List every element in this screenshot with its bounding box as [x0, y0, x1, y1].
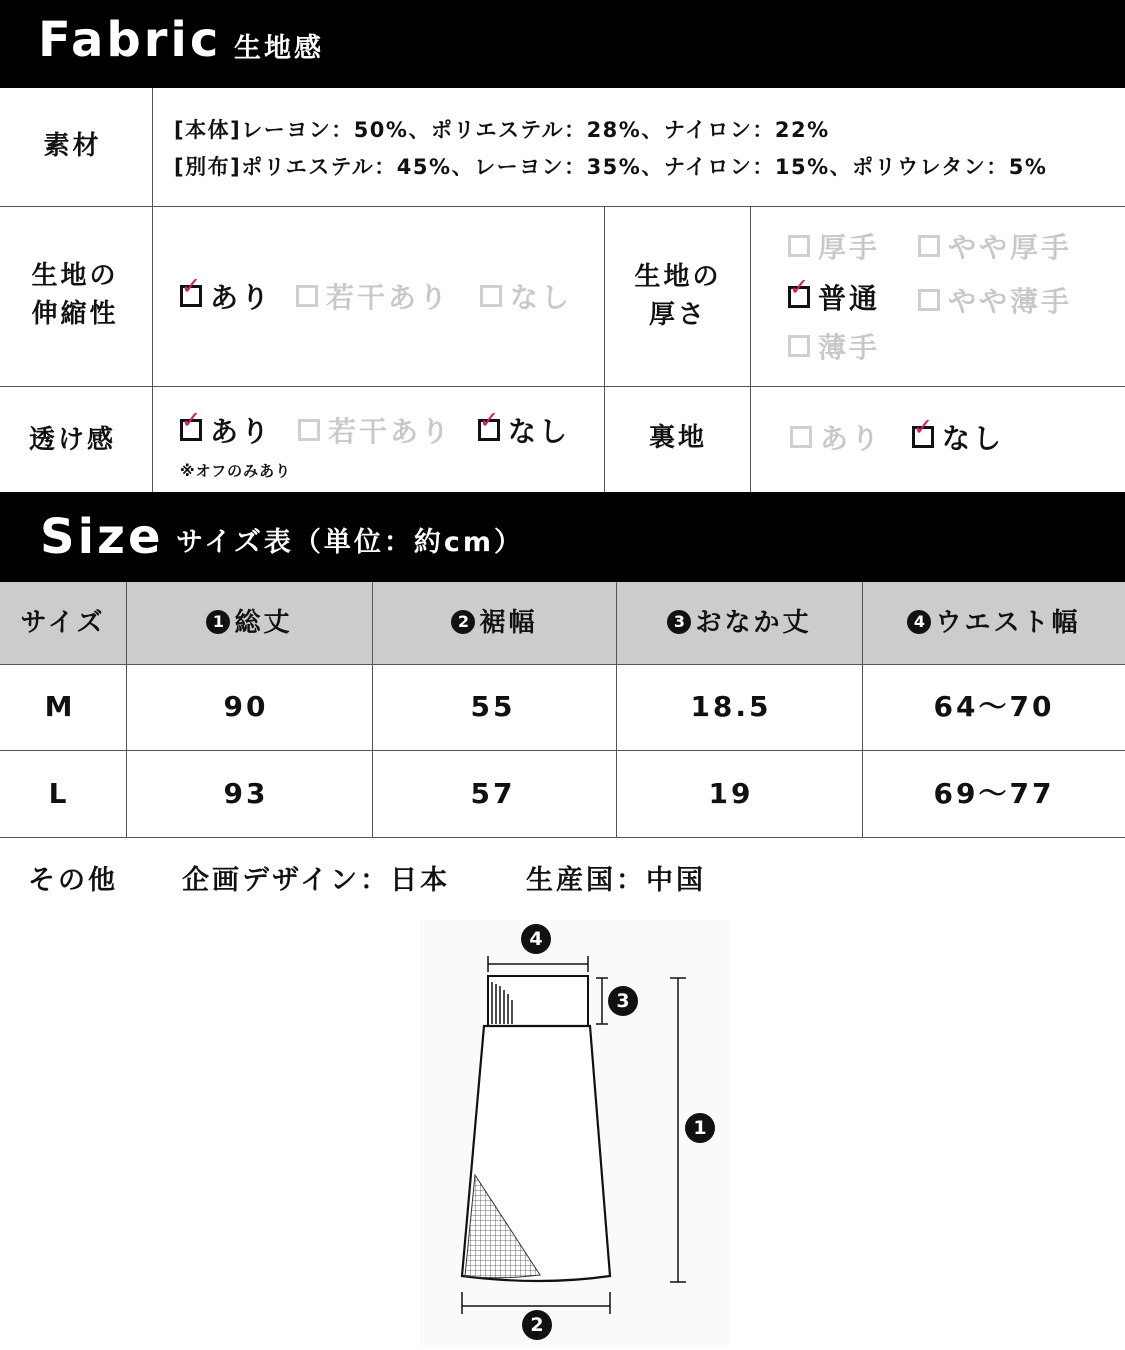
option-label: あり	[210, 281, 273, 314]
fabric-title: Fabric	[38, 12, 222, 68]
thickness-option-thick[interactable]	[788, 226, 880, 266]
table-cell: 93	[223, 777, 269, 810]
thickness-label-line2: 厚さ	[648, 300, 707, 330]
sheerness-label: 透け感	[28, 425, 116, 455]
stretch-label-line1: 生地の	[31, 261, 119, 291]
checkbox-checked-icon: ✓	[478, 419, 500, 441]
thickness-option-thin[interactable]	[788, 326, 880, 366]
checkbox-icon	[298, 419, 320, 441]
checkbox-checked-icon: ✓	[180, 285, 202, 307]
thickness-label-line1: 生地の	[634, 262, 722, 292]
option-label: なし	[508, 415, 571, 448]
option-label: あり	[820, 422, 883, 455]
checkbox-icon	[790, 426, 812, 448]
sheerness-option-slight[interactable]	[298, 410, 452, 450]
size-subtitle: サイズ表（単位：約cm）	[176, 527, 524, 558]
col-label: 総丈	[234, 608, 293, 638]
checkbox-checked-icon: ✓	[912, 426, 934, 448]
stretch-option-no[interactable]	[480, 276, 572, 316]
table-cell: 18.5	[690, 690, 772, 723]
divider	[750, 206, 751, 492]
number-2-icon: 2	[451, 610, 475, 634]
col-waist-width	[863, 582, 1125, 664]
sheerness-note: ※オフのみあり	[180, 462, 292, 480]
checkbox-icon	[918, 289, 940, 311]
checkbox-checked-icon: ✓	[180, 419, 202, 441]
option-label: やや薄手	[948, 285, 1073, 318]
divider	[0, 206, 1125, 207]
table-cell: 64～70	[933, 690, 1055, 723]
sheerness-option-yes[interactable]	[180, 406, 273, 450]
number-1-icon: 1	[685, 1113, 715, 1143]
option-label: なし	[510, 281, 573, 314]
table-cell: 19	[708, 777, 754, 810]
stretch-label-line2: 伸縮性	[31, 299, 119, 329]
number-2-icon: 2	[522, 1310, 552, 1340]
table-cell: 55	[470, 690, 516, 723]
checkbox-icon	[788, 235, 810, 257]
option-label: 若干あり	[328, 415, 453, 448]
divider	[604, 206, 605, 492]
option-label: 厚手	[818, 231, 881, 264]
option-label: 若干あり	[326, 281, 451, 314]
table-cell: 90	[223, 690, 269, 723]
option-label: あり	[210, 415, 273, 448]
thickness-option-slightly-thick[interactable]	[918, 226, 1072, 266]
skirt-measurement-diagram	[420, 920, 730, 1345]
fabric-subtitle: 生地感	[234, 33, 324, 64]
col-label: サイズ	[20, 608, 106, 638]
number-4-icon: 4	[907, 610, 931, 634]
table-cell: 57	[470, 777, 516, 810]
table-cell: L	[48, 777, 70, 810]
thickness-option-normal[interactable]	[788, 273, 881, 317]
thickness-label	[606, 258, 750, 334]
option-label: 普通	[818, 282, 881, 315]
sheerness-option-no[interactable]	[478, 406, 571, 450]
number-3-icon: 3	[608, 986, 638, 1016]
size-header	[0, 492, 1125, 582]
lining-option-no[interactable]	[912, 413, 1005, 457]
design-origin: 企画デザイン：日本	[182, 865, 451, 896]
divider	[152, 88, 153, 492]
col-total-length	[127, 582, 372, 664]
thickness-option-slightly-thin[interactable]	[918, 280, 1072, 320]
other-label: その他	[28, 865, 118, 896]
checkbox-icon	[480, 285, 502, 307]
option-label: なし	[942, 422, 1005, 455]
number-4-icon: 4	[521, 924, 551, 954]
lining-option-yes[interactable]	[790, 417, 882, 457]
stretch-option-yes[interactable]	[180, 272, 273, 316]
lining-label: 裏地	[648, 423, 707, 453]
stretch-option-slight[interactable]	[296, 276, 450, 316]
checkbox-checked-icon: ✓	[788, 286, 810, 308]
checkbox-icon	[296, 285, 318, 307]
number-1-icon: 1	[206, 610, 230, 634]
material-line-main: [本体]レーヨン：50%、ポリエステル：28%、ナイロン：22%	[174, 118, 830, 142]
divider	[0, 837, 1125, 838]
col-belly-length	[617, 582, 862, 664]
size-title: Size	[40, 509, 164, 565]
col-label: ウエスト幅	[935, 608, 1081, 638]
production-country: 生産国：中国	[526, 865, 706, 896]
table-cell: 69～77	[933, 777, 1055, 810]
checkbox-icon	[918, 235, 940, 257]
fabric-header	[0, 0, 1125, 88]
divider	[0, 386, 1125, 387]
option-label: 薄手	[818, 331, 881, 364]
col-hem-width	[373, 582, 616, 664]
table-cell: M	[44, 690, 76, 723]
checkbox-icon	[788, 335, 810, 357]
number-3-icon: 3	[667, 610, 691, 634]
col-label: おなか丈	[695, 608, 812, 638]
col-size	[0, 582, 126, 664]
stretch-label	[0, 257, 150, 333]
option-label: やや厚手	[948, 231, 1073, 264]
skirt-illustration	[420, 920, 730, 1345]
material-line-sub: [別布]ポリエステル：45%、レーヨン：35%、ナイロン：15%、ポリウレタン：5%	[174, 155, 1048, 179]
material-label: 素材	[43, 131, 102, 161]
col-label: 裾幅	[479, 608, 538, 638]
